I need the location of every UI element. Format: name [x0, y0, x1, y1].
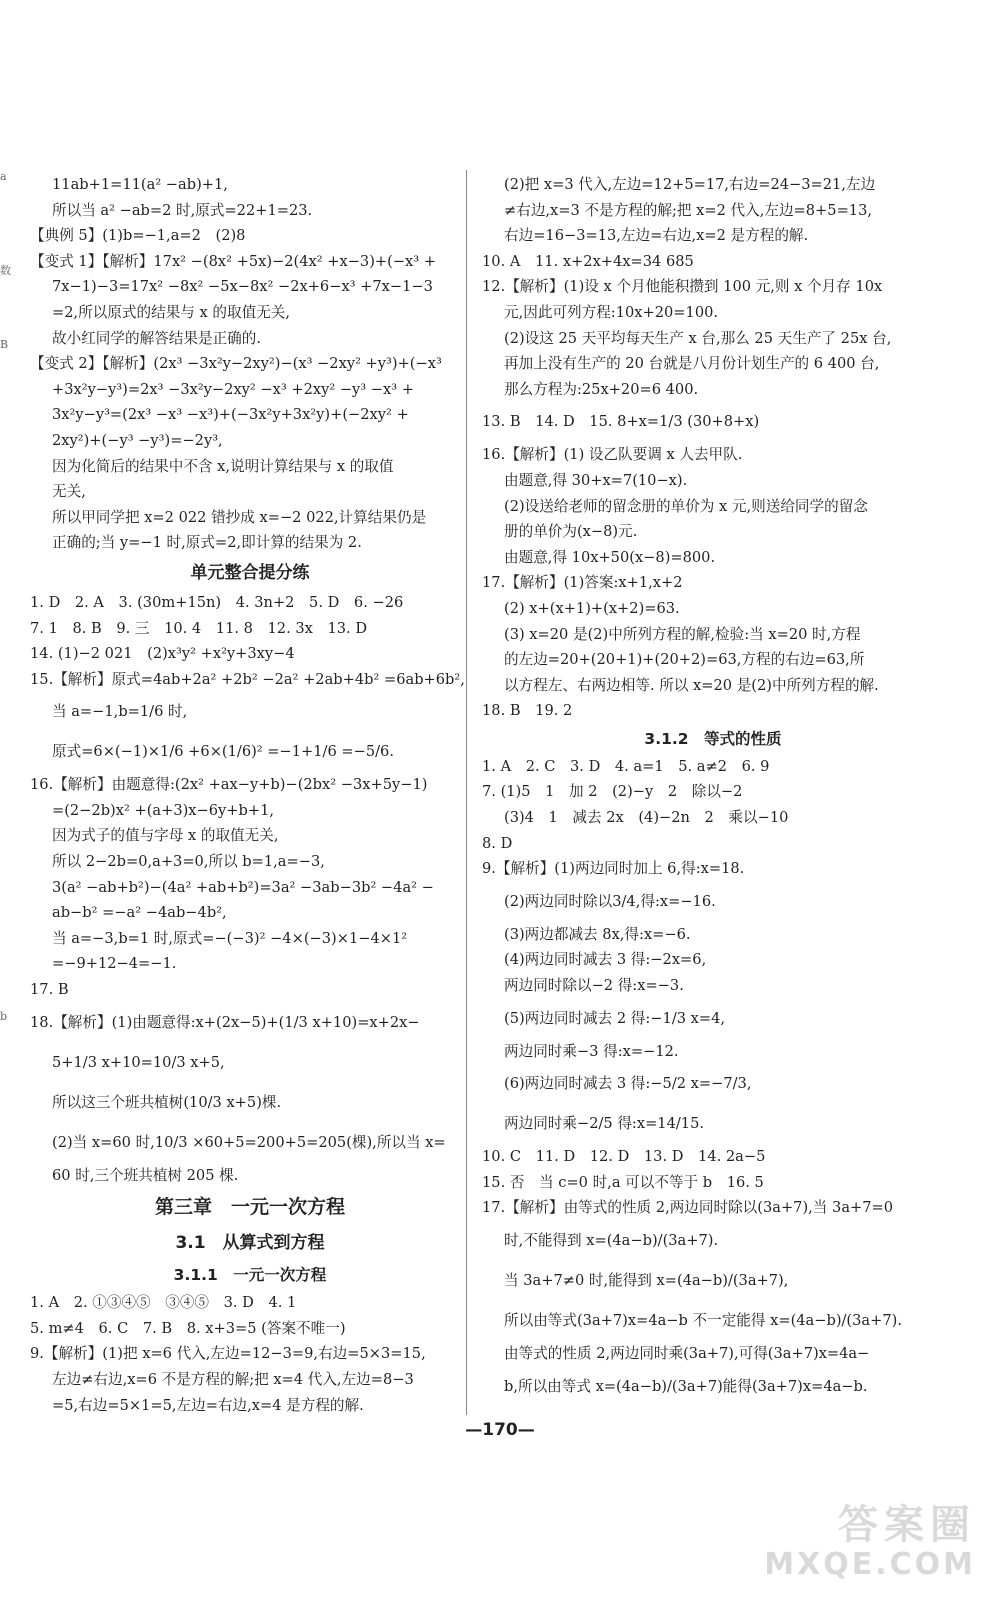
- answer-line: ≠右边,x=3 不是方程的解;把 x=2 代入,左边=8+5=13,: [504, 201, 873, 219]
- answer-line: 的左边=20+(20+1)+(20+2)=63,方程的右边=63,所: [504, 651, 865, 669]
- answer-line: (5)两边同时减去 2 得:−1/3 x=4,: [504, 1009, 726, 1027]
- answer-line: (2) x+(x+1)+(x+2)=63.: [504, 599, 680, 617]
- answer-line: 正确的;当 y=−1 时,原式=2,即计算的结果为 2.: [52, 534, 362, 552]
- answer-line: (2)两边同时除以3/4,得:x=−16.: [504, 892, 716, 910]
- answer-line: 1. A 2. ①③④⑤ ③④⑤ 3. D 4. 1: [30, 1294, 297, 1312]
- answer-line: 两边同时乘−2/5 得:x=14/15.: [504, 1115, 704, 1133]
- answer-line: 12.【解析】(1)设 x 个月他能积攒到 100 元,则 x 个月存 10x: [482, 278, 883, 296]
- answer-line: 时,不能得到 x=(4a−b)/(3a+7).: [504, 1232, 719, 1249]
- answer-line: 17. B: [30, 981, 69, 999]
- edge-mark: 数: [0, 264, 11, 277]
- answer-line: 所以由等式(3a+7)x=4a−b 不一定能得 x=(4a−b)/(3a+7).: [504, 1312, 902, 1329]
- answer-line: 7. 1 8. B 9. 三 10. 4 11. 8 12. 3x 13. D: [30, 619, 368, 637]
- answer-line: 18. B 19. 2: [482, 702, 573, 720]
- answer-line: 所以甲同学把 x=2 022 错抄成 x=−2 022,计算结果仍是: [52, 508, 427, 526]
- answer-line: =−9+12−4=−1.: [52, 955, 177, 973]
- answer-line: 因为式子的值与字母 x 的取值无关,: [52, 827, 279, 845]
- answer-line: 5+1/3 x+10=10/3 x+5,: [52, 1053, 225, 1071]
- edge-mark: b: [0, 1010, 8, 1023]
- answer-line: 5. m≠4 6. C 7. B 8. x+3=5 (答案不唯一): [30, 1319, 346, 1337]
- answer-line: 无关,: [52, 483, 86, 501]
- answer-line: =2,所以原式的结果与 x 的取值无关,: [52, 303, 291, 321]
- answer-line: 左边≠右边,x=6 不是方程的解;把 x=4 代入,左边=8−3: [52, 1371, 414, 1388]
- answer-line: 9.【解析】(1)两边同时加上 6,得:x=18.: [482, 860, 745, 878]
- answer-line: 18.【解析】(1)由题意得:x+(2x−5)+(1/3 x+10)=x+2x−: [30, 1013, 420, 1031]
- answer-line: ab−b² =−a² −4ab−4b²,: [52, 904, 227, 922]
- edge-mark: a: [0, 170, 7, 183]
- answer-line: 3x²y−y³=(2x³ −x³ −x³)+(−3x²y+3x²y)+(−2xy² +: [52, 406, 409, 424]
- answer-line: (3)4 1 减去 2x (4)−2n 2 乘以−10: [504, 809, 789, 827]
- answer-line: 60 时,三个班共植树 205 棵.: [52, 1166, 239, 1184]
- answer-line: (2)设这 25 天平均每天生产 x 台,那么 25 天生产了 25x 台,: [504, 329, 892, 347]
- answer-line: 9.【解析】(1)把 x=6 代入,左边=12−3=9,右边=5×3=15,: [30, 1345, 426, 1363]
- answer-line: 1. A 2. C 3. D 4. a=1 5. a≠2 6. 9: [482, 757, 770, 775]
- answer-line: 1. D 2. A 3. (30m+15n) 4. 3n+2 5. D 6. −26: [30, 593, 404, 611]
- answer-line: 17.【解析】(1)答案:x+1,x+2: [482, 574, 683, 592]
- answer-line: (2)设送给老师的留念册的单价为 x 元,则送给同学的留念: [504, 497, 868, 515]
- answer-line: =(2−2b)x² +(a+3)x−6y+b+1,: [52, 801, 275, 819]
- page-number: —170—: [465, 1420, 535, 1440]
- answer-line: 15.【解析】原式=4ab+2a² +2b² −2a² +2ab+4b² =6ab+6b²,: [30, 670, 465, 688]
- answer-line: 7x−1)−3=17x² −8x² −5x−8x² −2x+6−x³ +7x−1−3: [52, 278, 433, 296]
- answer-line: (3) x=20 是(2)中所列方程的解,检验:当 x=20 时,方程: [504, 625, 861, 643]
- answer-line: 所以当 a² −ab=2 时,原式=22+1=23.: [52, 201, 313, 219]
- answer-line: 14. (1)−2 021 (2)x³y² +x²y+3xy−4: [30, 645, 295, 663]
- answer-line: 以方程左、右两边相等. 所以 x=20 是(2)中所列方程的解.: [504, 676, 879, 694]
- answer-line: 13. B 14. D 15. 8+x=1/3 (30+8+x): [482, 413, 760, 431]
- section-heading: 单元整合提分练: [190, 562, 310, 583]
- answer-line: (3)两边都减去 8x,得:x=−6.: [504, 925, 691, 943]
- answer-line: 10. C 11. D 12. D 13. D 14. 2a−5: [482, 1148, 766, 1166]
- answer-line: 15. 否 当 c=0 时,a 可以不等于 b 16. 5: [482, 1173, 764, 1191]
- answer-line: 10. A 11. x+2x+4x=34 685: [482, 252, 694, 270]
- answer-line: 【变式 2】【解析】(2x³ −3x²y−2xy²)−(x³ −2xy² +y³)+(−x³: [30, 355, 442, 373]
- answer-line: 由题意,得 30+x=7(10−x).: [504, 471, 688, 489]
- section-heading: 3.1.2 等式的性质: [644, 729, 782, 748]
- answer-line: 2xy²)+(−y³ −y³)=−2y³,: [52, 431, 223, 449]
- answer-line: 由等式的性质 2,两边同时乘(3a+7),可得(3a+7)x=4a−: [504, 1345, 870, 1362]
- answer-line: 再加上没有生产的 20 台就是八月份计划生产的 6 400 台,: [504, 355, 880, 373]
- answer-line: 册的单价为(x−8)元.: [504, 523, 638, 541]
- answer-line: 【典例 5】(1)b=−1,a=2 (2)8: [30, 227, 246, 245]
- answer-line: 所以 2−2b=0,a+3=0,所以 b=1,a=−3,: [52, 853, 325, 871]
- answer-line: 当 3a+7≠0 时,能得到 x=(4a−b)/(3a+7),: [504, 1272, 789, 1289]
- left-column: [30, 172, 470, 1418]
- answer-line: 3(a² −ab+b²)−(4a² +ab+b²)=3a² −3ab−3b² −4a² −: [52, 878, 434, 896]
- answer-line: 7. (1)5 1 加 2 (2)−y 2 除以−2: [482, 783, 743, 801]
- answer-line: (4)两边同时减去 3 得:−2x=6,: [504, 951, 707, 969]
- answer-line: 故小红同学的解答结果是正确的.: [52, 329, 261, 347]
- watermark-url: MXQE.COM: [764, 1547, 976, 1582]
- answer-line: =5,右边=5×1=5,左边=右边,x=4 是方程的解.: [52, 1396, 364, 1414]
- answer-line: 【变式 1】【解析】17x² −(8x² +5x)−2(4x² +x−3)+(−x³ +: [30, 252, 437, 270]
- section-heading: 第三章 一元一次方程: [154, 1196, 345, 1219]
- edge-mark: B: [0, 338, 9, 351]
- section-heading: 3.1 从算式到方程: [175, 1233, 325, 1254]
- answer-line: (6)两边同时减去 3 得:−5/2 x=−7/3,: [504, 1075, 752, 1093]
- answer-line: (2)把 x=3 代入,左边=12+5=17,右边=24−3=21,左边: [504, 176, 876, 193]
- answer-line: 16.【解析】(1) 设乙队要调 x 人去甲队.: [482, 446, 743, 464]
- answer-line: b,所以由等式 x=(4a−b)/(3a+7)能得(3a+7)x=4a−b.: [504, 1377, 868, 1395]
- answer-line: 当 a=−1,b=1/6 时,: [52, 703, 188, 721]
- watermark-logo: [764, 1502, 976, 1582]
- answer-line: 右边=16−3=13,左边=右边,x=2 是方程的解.: [504, 227, 809, 245]
- answer-line: 8. D: [482, 834, 513, 852]
- answer-line: 原式=6×(−1)×1/6 +6×(1/6)² =−1+1/6 =−5/6.: [52, 743, 394, 761]
- answer-line: 11ab+1=11(a² −ab)+1,: [52, 176, 228, 193]
- answer-line: 元,因此可列方程:10x+20=100.: [504, 303, 719, 321]
- answer-line: 当 a=−3,b=1 时,原式=−(−3)² −4×(−3)×1−4×1²: [52, 929, 408, 947]
- right-column: [482, 172, 944, 1407]
- section-heading: 3.1.1 一元一次方程: [173, 1266, 327, 1285]
- answer-line: 因为化简后的结果中不含 x,说明计算结果与 x 的取值: [52, 457, 394, 475]
- answer-line: 两边同时除以−2 得:x=−3.: [504, 977, 684, 995]
- answer-line: 16.【解析】由题意得:(2x² +ax−y+b)−(2bx² −3x+5y−1): [30, 776, 428, 794]
- answer-line: 那么方程为:25x+20=6 400.: [504, 380, 699, 398]
- answer-line: +3x²y−y³)=2x³ −3x²y−2xy² −x³ +2xy² −y³ −x³ +: [52, 380, 414, 398]
- answer-line: 两边同时乘−3 得:x=−12.: [504, 1042, 679, 1060]
- answer-line: (2)当 x=60 时,10/3 ×60+5=200+5=205(棵),所以当 x=: [52, 1133, 446, 1151]
- column-divider: [466, 170, 467, 1415]
- answer-line: 17.【解析】由等式的性质 2,两边同时除以(3a+7),当 3a+7=0: [482, 1199, 894, 1217]
- answer-line: 由题意,得 10x+50(x−8)=800.: [504, 548, 716, 566]
- watermark-text: 答案圈: [838, 1502, 976, 1548]
- answer-line: 所以这三个班共植树(10/3 x+5)棵.: [52, 1093, 282, 1111]
